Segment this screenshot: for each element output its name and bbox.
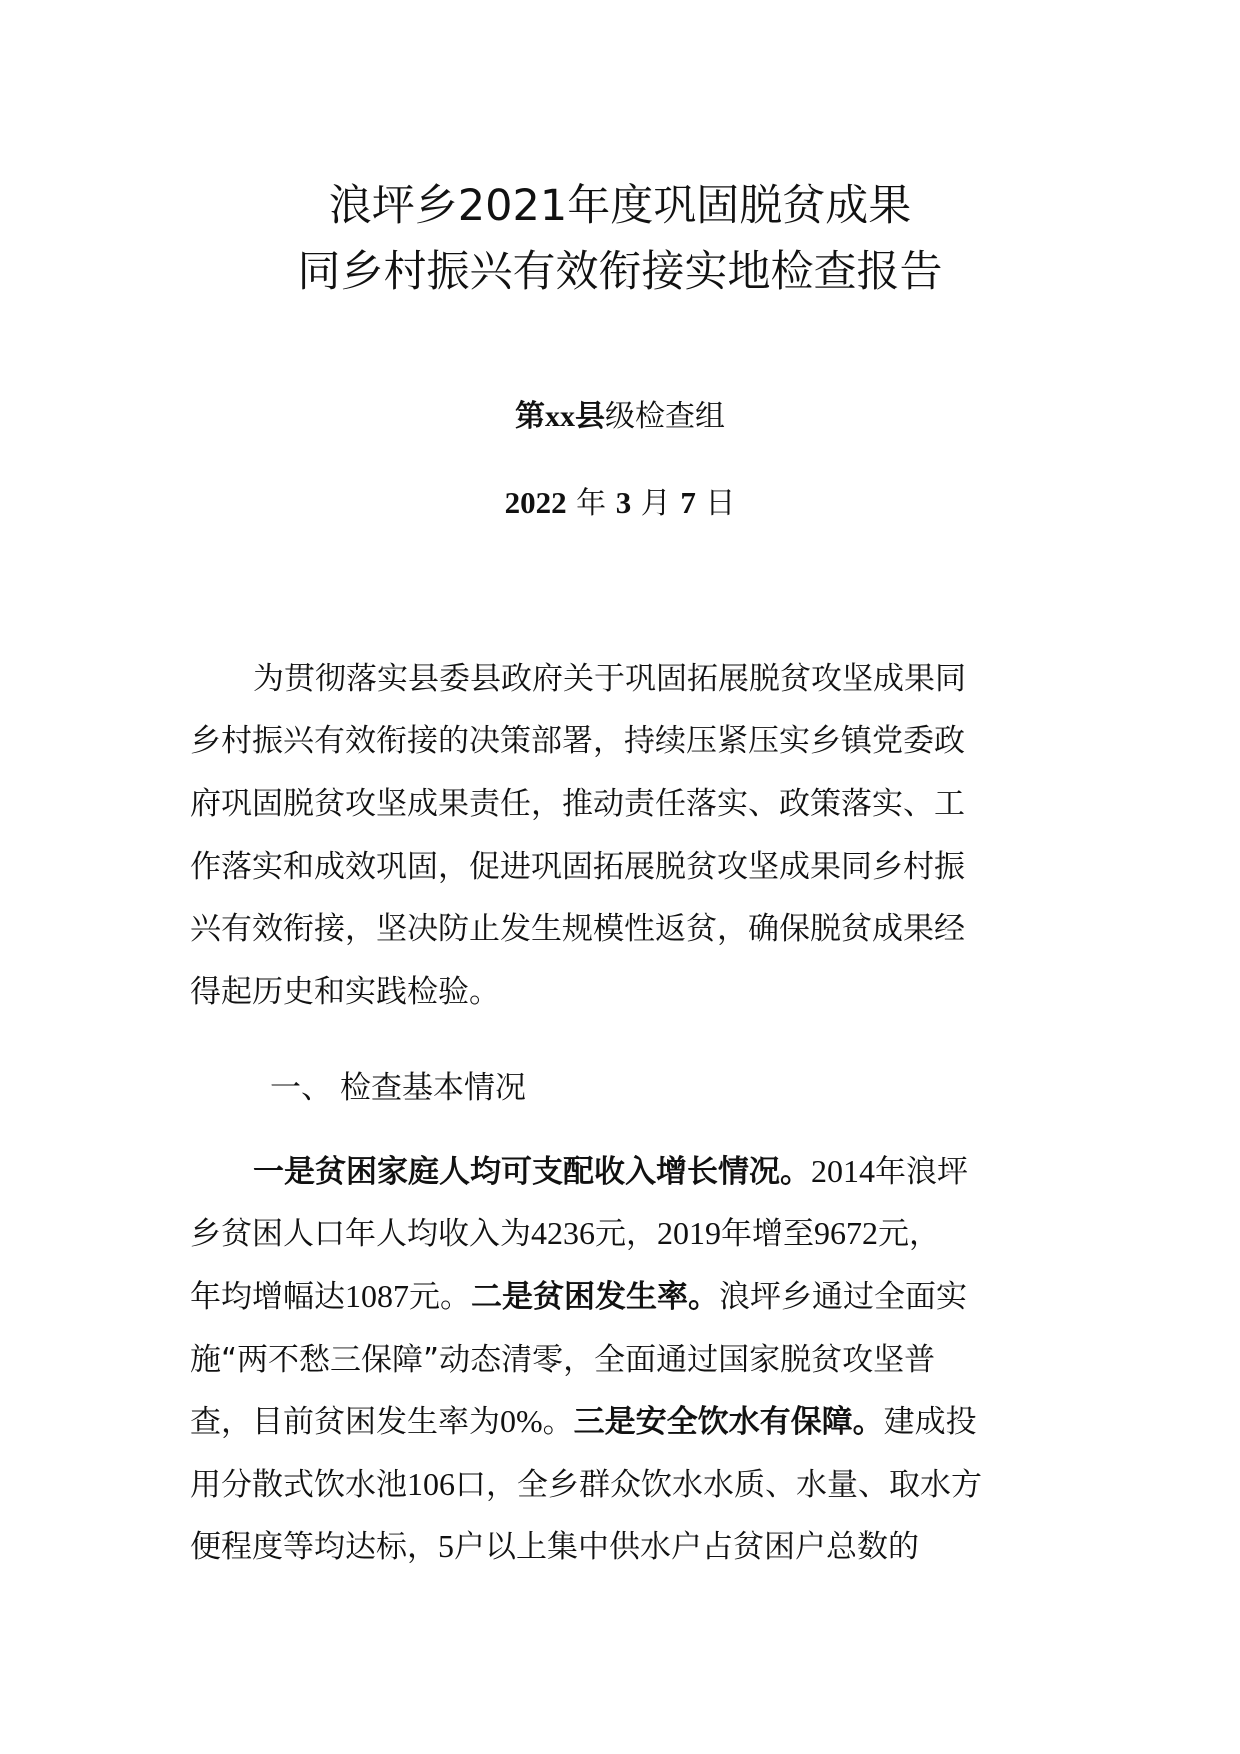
finding-text: 乡贫困人口年人均收入为 [190, 1216, 531, 1252]
issuer-bold-1: 第 [515, 399, 545, 434]
report-date [0, 478, 1240, 522]
date-month-unit: 月 [640, 486, 671, 521]
finding-text: 年均增幅达 [190, 1279, 345, 1315]
date-year-unit: 年 [576, 486, 607, 521]
finding-text: 用分散式饮水池 [190, 1467, 407, 1503]
finding-text: 元， [595, 1216, 657, 1252]
issuer-bold-2: xx [545, 400, 575, 433]
date-year: 2022 [504, 485, 567, 520]
findings-line-3 [190, 1271, 967, 1316]
findings-line-4: 施“两不愁三保障”动态清零，全面通过国家脱贫攻坚普 [190, 1342, 936, 1378]
finding-text: 户以上集中供水户占贫困户总数的 [454, 1529, 919, 1565]
households-threshold-value: 5 [438, 1528, 454, 1564]
intro-line-2: 乡村振兴有效衔接的决策部署，持续压紧压实乡镇党委政 [190, 723, 965, 759]
date-day: 7 [680, 485, 696, 520]
finding-text: 年增至 [721, 1216, 814, 1252]
poverty-rate-value: 0% [500, 1403, 543, 1439]
income-2014-value: 4236 [531, 1215, 595, 1251]
intro-line-5: 兴有效衔接，坚决防止发生规模性返贫，确保脱贫成果经 [190, 911, 965, 947]
findings-line-1 [253, 1146, 968, 1191]
annual-increase-value: 1087 [345, 1278, 409, 1314]
finding-1-text: 年浪坪 [875, 1154, 968, 1190]
section-heading-1 [270, 1062, 526, 1107]
section-number: 一、 [270, 1070, 332, 1106]
income-2019-value: 9672 [814, 1215, 878, 1251]
finding-text: 浪坪乡通过全面实 [719, 1279, 967, 1315]
date-day-unit: 日 [705, 486, 736, 521]
intro-line-3: 府巩固脱贫攻坚成果责任，推动责任落实、政策落实、工 [190, 786, 965, 822]
issuer-bold-3: 县 [575, 399, 605, 434]
finding-text: 建成投 [883, 1404, 977, 1440]
finding-1-year: 2014 [811, 1153, 875, 1189]
year-2019-value: 2019 [657, 1215, 721, 1251]
water-pools-value: 106 [407, 1466, 455, 1502]
date-month: 3 [615, 485, 632, 520]
issuer-line [0, 391, 1240, 435]
finding-3-heading: 三是安全饮水有保障。 [573, 1404, 884, 1440]
finding-2-heading: 二是贫困发生率。 [471, 1279, 719, 1315]
finding-text: 查，目前贫困发生率为 [190, 1404, 500, 1440]
intro-line-6: 得起历史和实践检验。 [190, 974, 500, 1010]
issuer-rest: 级检查组 [605, 399, 725, 434]
finding-text: 口，全乡群众饮水水质、水量、取水方 [455, 1467, 982, 1503]
finding-text: 。 [542, 1404, 574, 1440]
finding-text: 元， [878, 1216, 940, 1252]
findings-line-6 [190, 1459, 982, 1504]
report-title-line-1: 浪坪乡2021年度巩固脱贫成果 [328, 181, 912, 231]
finding-1-heading: 一是贫困家庭人均可支配收入增长情况。 [253, 1154, 811, 1190]
findings-line-5 [190, 1396, 977, 1441]
section-heading-text: 检查基本情况 [340, 1070, 526, 1106]
findings-line-2 [190, 1208, 940, 1253]
finding-text: 元。 [409, 1279, 471, 1315]
finding-text: 便程度等均达标， [190, 1529, 438, 1565]
intro-line-1: 为贯彻落实县委县政府关于巩固拓展脱贫攻坚成果同 [253, 661, 966, 697]
report-title-line-2: 同乡村振兴有效衔接实地检查报告 [297, 247, 943, 297]
intro-line-4: 作落实和成效巩固，促进巩固拓展脱贫攻坚成果同乡村振 [190, 849, 965, 885]
findings-line-7 [190, 1521, 919, 1566]
